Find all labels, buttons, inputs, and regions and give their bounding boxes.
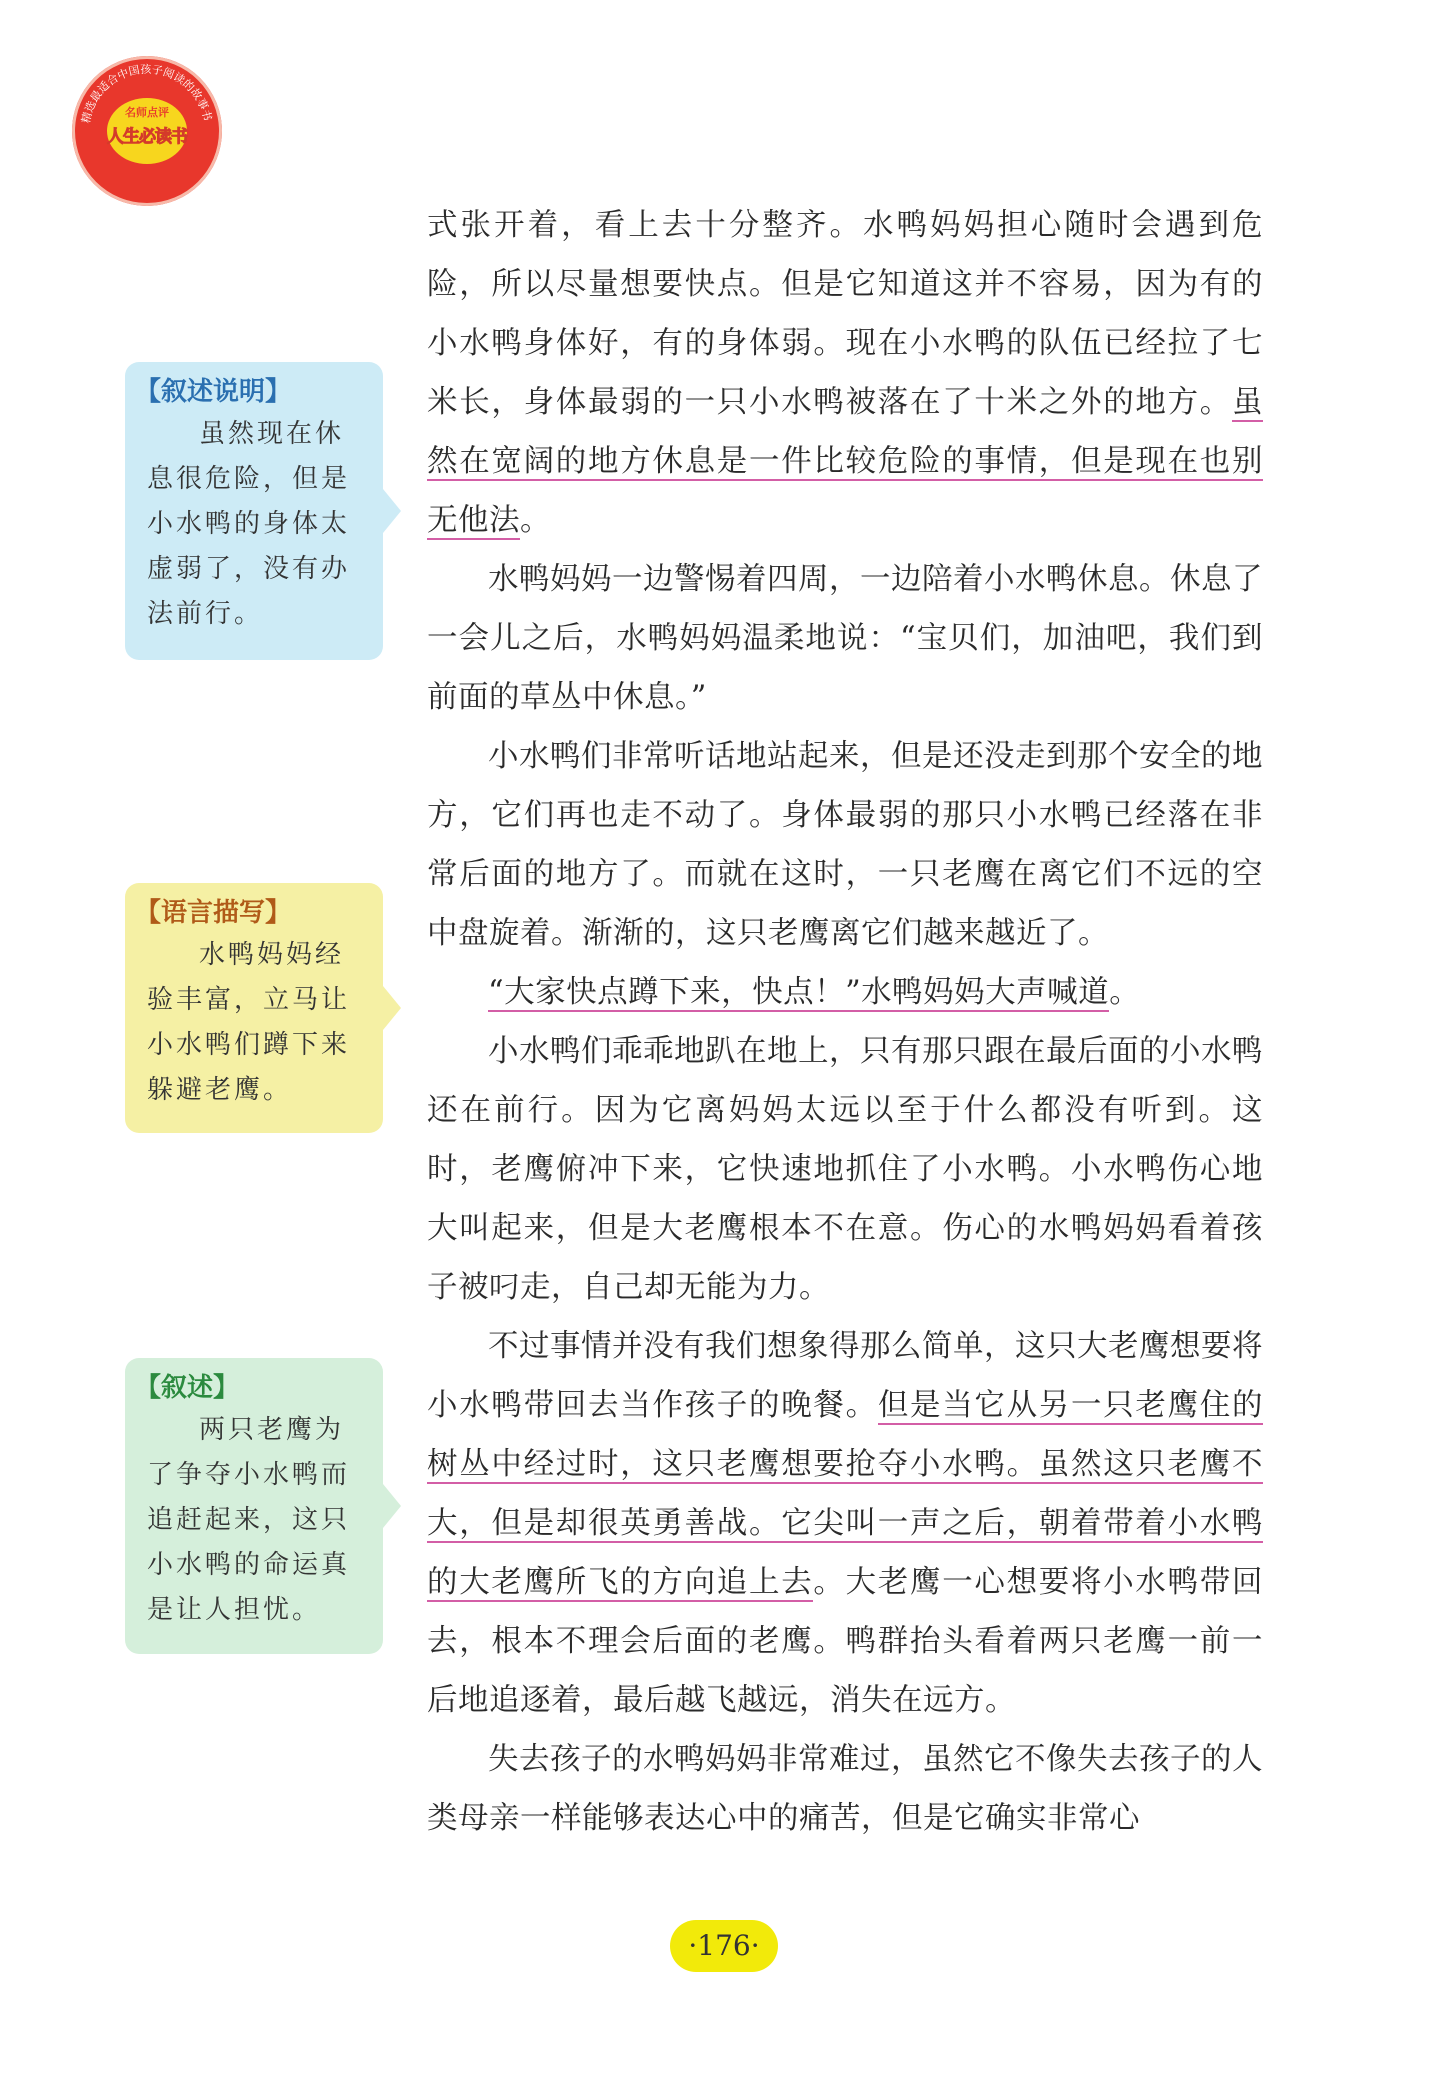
margin-note-language-description — [125, 883, 383, 1133]
text-segment: 水鸭妈妈一边警惕着四周，一边陪着小水鸭休息。休息了一会儿之后，水鸭妈妈温柔地说：“宝贝们，加油吧，我们到前面的草丛中休息。” — [427, 562, 1263, 715]
note-body: 水鸭妈妈经验丰富，立马让小水鸭们蹲下来躲避老鹰。 — [147, 940, 351, 1105]
text-segment: 式张开着，看上去十分整齐。水鸭妈妈担心随时会遇到危险，所以尽量想要快点。但是它知道这并不容易，因为有的小水鸭身体好，有的身体弱。现在小水鸭的队伍已经拉了七米长，身体最弱的一只小水鸭被落在了十米之外的地方。 — [427, 208, 1263, 420]
text-segment: 。 — [1109, 975, 1141, 1010]
text-segment: 小水鸭们乖乖地趴在地上，只有那只跟在最后面的小水鸭还在前行。因为它离妈妈太远以至于什么都没有听到。这时，老鹰俯冲下来，它快速地抓住了小水鸭。小水鸭伤心地大叫起来，但是大老鹰根本不在意。伤心的水鸭妈妈看着孩子被叼走，自己却无能为力。 — [427, 1034, 1263, 1305]
note-pointer — [383, 1484, 401, 1528]
note-title: 【叙述说明】 — [135, 377, 292, 407]
badge-center — [107, 98, 187, 164]
text-segment: 。大老鹰一心想要将小水鸭带回去，根本不理会后面的老鹰。鸭群抬头看着两只老鹰一前一后地追逐着，最后越飞越远，消失在远方。 — [427, 1565, 1264, 1718]
paragraph — [427, 727, 1263, 963]
paragraph — [427, 963, 1263, 1022]
underlined-segment: “大家快点蹲下来，快点！”水鸭妈妈大声喊道 — [488, 975, 1110, 1010]
note-pointer — [383, 489, 401, 533]
text-segment: 小水鸭们非常听话地站起来，但是还没走到那个安全的地方，它们再也走不动了。身体最弱的那只小水鸭已经落在非常后面的地方了。而就在这时，一只老鹰在离它们不远的空中盘旋着。渐渐的，这只老鹰离它们越来越近了。 — [427, 739, 1263, 951]
badge-sub-label: 名师点评 — [125, 106, 169, 119]
paragraph — [427, 1730, 1263, 1848]
paragraph — [427, 1022, 1263, 1317]
margin-note-narration-explanation — [125, 362, 383, 660]
book-series-badge — [72, 56, 222, 206]
story-text — [427, 196, 1263, 1848]
badge-main-label: 人生必读书 — [107, 127, 187, 147]
note-body: 虽然现在休息很危险，但是小水鸭的身体太虚弱了，没有办法前行。 — [147, 419, 351, 629]
badge-ring-text: 精选最适合中国孩子阅读的故事书 — [79, 62, 215, 125]
note-body: 两只老鹰为了争夺小水鸭而追赶起来，这只小水鸭的命运真是让人担忧。 — [147, 1415, 351, 1625]
margin-note-narration — [125, 1358, 383, 1654]
paragraph — [427, 550, 1263, 727]
text-segment: 不过事情并没有我们想象得那么简单，这只大老鹰想要将小水鸭带回去当作孩子的晚餐。 — [427, 1329, 1263, 1423]
underlined-segment: 但是当它从另一只老鹰住的树丛中经过时，这只老鹰想要抢夺小水鸭。虽然这只老鹰不大，但是却很英勇善战。它尖叫一声之后，朝着带着小水鸭的大老鹰所飞的方向追上去 — [427, 1388, 1264, 1600]
paragraph — [427, 1317, 1263, 1730]
paragraph — [427, 196, 1263, 550]
page-number: ·176· — [670, 1920, 778, 1972]
text-segment: 失去孩子的水鸭妈妈非常难过，虽然它不像失去孩子的人类母亲一样能够表达心中的痛苦，但是它确实非常心 — [427, 1742, 1263, 1836]
text-segment: 。 — [520, 503, 551, 538]
note-pointer — [383, 986, 401, 1030]
underlined-segment: 虽然在宽阔的地方休息是一件比较危险的事情，但是现在也别无他法 — [427, 385, 1263, 538]
note-title: 【叙述】 — [135, 1373, 240, 1403]
note-title: 【语言描写】 — [135, 898, 292, 928]
